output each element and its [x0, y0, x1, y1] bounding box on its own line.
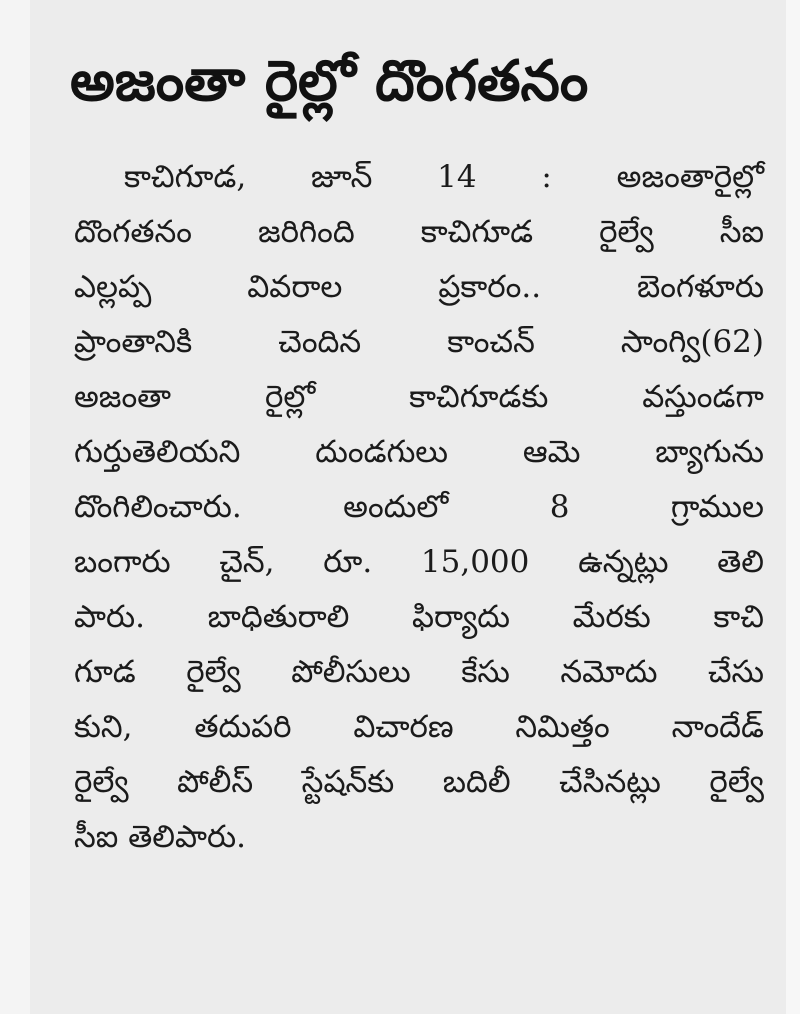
body-line-11: కుని, తదుపరి విచారణ నిమిత్తం నాందేడ్ [74, 709, 764, 745]
body-line-1: కాచిగూడ, జూన్ 14 : అజంతారైల్లో [124, 159, 764, 195]
body-line-12: రైల్వే పోలీస్ స్టేషన్‌కు బదిలీ చేసినట్లు రైల్వే [74, 764, 764, 800]
body-line-7: దొంగిలించారు. అందులో 8 గ్రాముల [74, 489, 764, 525]
body-line-6: గుర్తుతెలియని దుండగులు ఆమె బ్యాగును [74, 434, 764, 470]
article-headline: అజంతా రైల్లో దొంగతనం [70, 49, 589, 114]
left-margin [0, 0, 30, 1014]
body-line-4: ప్రాంతానికి చెందిన కాంచన్ సాంగ్వి(62) [74, 324, 764, 360]
right-margin [786, 0, 800, 1014]
body-line-2: దొంగతనం జరిగింది కాచిగూడ రైల్వే సీఐ [74, 214, 764, 250]
body-line-9: పారు. బాధితురాలి ఫిర్యాదు మేరకు కాచి [74, 599, 764, 635]
article-body [74, 150, 764, 865]
body-line-10: గూడ రైల్వే పోలీసులు కేసు నమోదు చేసు [74, 654, 764, 690]
body-line-3: ఎల్లప్ప వివరాల ప్రకారం.. బెంగళూరు [74, 269, 764, 305]
body-line-13: సీఐ తెలిపారు. [74, 819, 246, 855]
body-line-5: అజంతా రైల్లో కాచిగూడకు వస్తుండగా [74, 379, 764, 415]
article-column [30, 0, 786, 1014]
body-line-8: బంగారు చైన్, రూ. 15,000 ఉన్నట్లు తెలి [74, 544, 764, 580]
